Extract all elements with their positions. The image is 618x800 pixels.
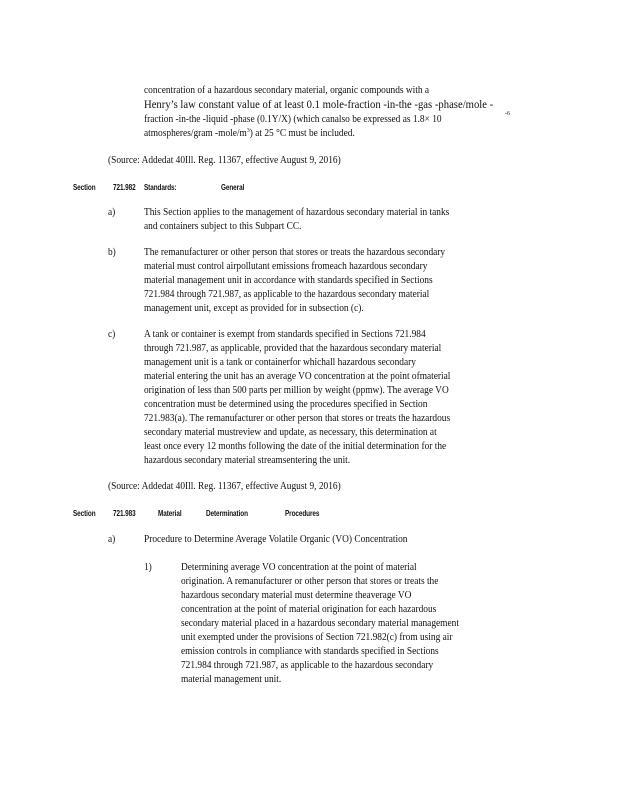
section-title-983-word2: Determination <box>206 509 248 518</box>
subsection-b-line: The remanufacturer or other person that stores or treats the hazardous secondary <box>144 247 446 258</box>
subsection-label-c: c) <box>108 329 116 340</box>
section-title-983-word3: Procedures <box>285 509 320 518</box>
section-label-983: Section <box>73 509 96 518</box>
paragraph-1-line: Determining average VO concentration at the point of material <box>181 562 417 573</box>
subsection-c-line: secondary material mustreview and update, as necessary, this determination at <box>144 427 437 438</box>
intro-line-4-text-a: atmospheres/gram -mole/m <box>144 128 247 139</box>
subsection-b-line: material must control airpollutant emissions fromeach hazardous secondary <box>144 261 428 272</box>
subsection-label-b: b) <box>108 247 116 258</box>
subsection-983-a-heading: Procedure to Determine Average Volatile Organic (VO) Concentration <box>144 534 408 545</box>
intro-line-4-superscript: 3 <box>246 127 250 134</box>
subsection-label-a: a) <box>108 207 116 218</box>
subsection-c-line: through 721.987, as applicable, provided that the hazardous secondary material <box>144 343 442 354</box>
subsection-b-line: 721.984 through 721.987, as applicable to the hazardous secondary material <box>144 289 430 300</box>
source-note-1: (Source: Addedat 40Ill. Reg. 11367, effective August 9, 2016) <box>108 155 341 166</box>
paragraph-1-line: emission controls in compliance with standards specified in Sections <box>181 646 439 657</box>
subsection-a-line: This Section applies to the management of hazardous secondary material in tanks <box>144 207 450 218</box>
section-number-983: 721.983 <box>113 509 136 518</box>
subsection-c-line: least once every 12 months following the date of the initial determination for the <box>144 441 447 452</box>
paragraph-1-line: concentration at the point of material origination for each hazardous <box>181 604 437 615</box>
paragraph-1-line: hazardous secondary material must determine theaverage VO <box>181 590 412 601</box>
paragraph-1-line: origination. A remanufacturer or other person that stores or treats the <box>181 576 439 587</box>
paragraph-1-line: material management unit. <box>181 674 282 685</box>
subsection-c-line: hazardous secondary material streamsentering the unit. <box>144 455 351 466</box>
subsection-b-line: management unit, except as provided for in subsection (c). <box>144 303 364 314</box>
intro-line-3 <box>144 113 442 127</box>
subsection-c-line: origination of less than 500 parts per million by weight (ppmw). The average VO <box>144 385 449 396</box>
intro-line-3-text: fraction -in-the -liquid -phase (0.1Y/X) (which canalso be expressed as 1.8× 10 <box>144 114 442 125</box>
paragraph-1-line: unit exempted under the provisions of Section 721.982(c) from using air <box>181 632 453 643</box>
intro-line-3-superscript: -6 <box>505 110 510 117</box>
section-subtitle-982: General <box>221 183 245 192</box>
subsection-c-line: concentration must be determined using the procedures specified in Section <box>144 399 428 410</box>
paragraph-1-line: secondary material placed in a hazardous secondary material management <box>181 618 459 629</box>
intro-line-1: concentration of a hazardous secondary material, organic compounds with a <box>144 85 430 96</box>
section-label-982: Section <box>73 183 96 192</box>
source-note-2: (Source: Addedat 40Ill. Reg. 11367, effective August 9, 2016) <box>108 481 341 492</box>
subsection-b-line: material management unit in accordance with standards specified in Sections <box>144 275 433 286</box>
subsection-c-line: material entering the unit has an average VO concentration at the point ofmaterial <box>144 371 451 382</box>
section-number-982: 721.982 <box>113 183 136 192</box>
intro-line-4-text-b: ) at 25 °C must be included. <box>249 128 355 139</box>
paragraph-1-line: 721.984 through 721.987, as applicable to the hazardous secondary <box>181 660 434 671</box>
subsection-c-line: management unit is a tank or containerfor whichall hazardous secondary <box>144 357 416 368</box>
section-title-982: Standards: <box>144 183 177 192</box>
subsection-c-line: A tank or container is exempt from standards specified in Sections 721.984 <box>144 329 426 340</box>
paragraph-label-1: 1) <box>144 562 152 573</box>
intro-line-2: Henry’s law constant value of at least 0.1 mole-fraction -in-the -gas -phase/mole - <box>144 98 494 111</box>
section-title-983: Material <box>158 509 182 518</box>
subsection-c-line: 721.983(a). The remanufacturer or other person that stores or treats the hazardous <box>144 413 451 424</box>
intro-line-4 <box>144 127 355 141</box>
subsection-a-line: and containers subject to this Subpart CC. <box>144 221 302 232</box>
subsection-label-983-a: a) <box>108 534 116 545</box>
